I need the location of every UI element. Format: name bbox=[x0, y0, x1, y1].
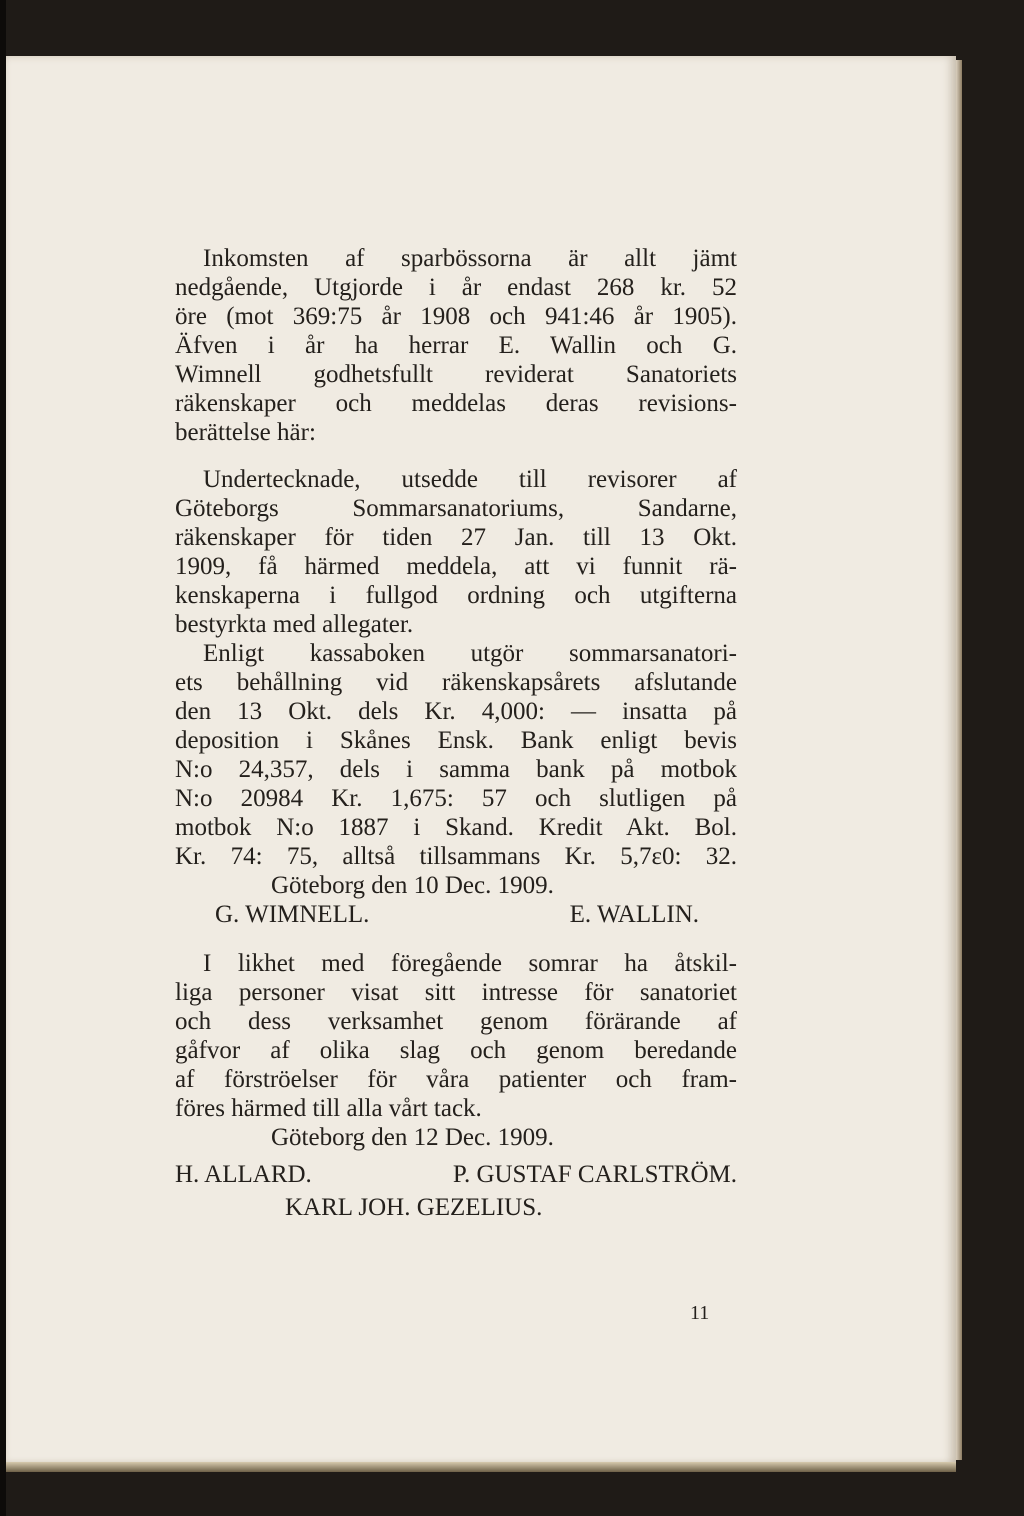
text-line: berättelse här: bbox=[175, 419, 316, 446]
signature-row bbox=[175, 900, 737, 931]
text-line: föres härmed till alla vårt tack. bbox=[175, 1095, 482, 1122]
text-line: 1909, få härmed meddela, att vi funnit rä- bbox=[175, 553, 737, 580]
text-line: gåfvor af olika slag och genom beredande bbox=[175, 1037, 737, 1064]
text-line: bestyrkta med allegater. bbox=[175, 611, 414, 638]
page-edge bbox=[956, 60, 962, 1460]
text-line: Enligt kassaboken utgör sommarsanatori- bbox=[203, 640, 737, 667]
signature-allard: H. ALLARD. bbox=[175, 1161, 312, 1188]
text-line: räkenskaper och meddelas deras revisions- bbox=[175, 390, 737, 417]
signature-wimnell: G. WIMNELL. bbox=[215, 901, 370, 928]
text-line: af förströelser för våra patienter och fram- bbox=[175, 1066, 737, 1093]
text-line: Kr. 74: 75, alltså tillsammans Kr. 5,7ɛ0: 32. bbox=[175, 843, 737, 870]
text-line: räkenskaper för tiden 27 Jan. till 13 Okt. bbox=[175, 524, 737, 551]
text-line: Undertecknade, utsedde till revisorer af bbox=[203, 466, 737, 493]
text-line: den 13 Okt. dels Kr. 4,000: — insatta på bbox=[175, 698, 737, 725]
page-number: 11 bbox=[690, 1302, 710, 1324]
text-line: Äfven i år ha herrar E. Wallin och G. bbox=[175, 332, 737, 359]
text-line: N:o 24,357, dels i samma bank på motbok bbox=[175, 756, 737, 783]
signature-carlstrom: P. GUSTAF CARLSTRÖM. bbox=[452, 1161, 737, 1188]
text-line: öre (mot 369:75 år 1908 och 941:46 år 1905). bbox=[175, 303, 737, 330]
text-line: motbok N:o 1887 i Skand. Kredit Akt. Bol. bbox=[175, 814, 737, 841]
text-line: deposition i Skånes Ensk. Bank enligt bevis bbox=[175, 727, 737, 754]
page-bottom-edge bbox=[6, 1462, 956, 1472]
paragraph-kassabok bbox=[175, 639, 737, 871]
paragraph-revision bbox=[175, 465, 737, 639]
text-line: Göteborgs Sommarsanatoriums, Sandarne, bbox=[175, 495, 737, 522]
text-line: Wimnell godhetsfullt reviderat Sanatoriets bbox=[175, 361, 737, 388]
date-line: Göteborg den 10 Dec. 1909. bbox=[271, 872, 554, 899]
text-line: ets behållning vid räkenskapsårets afslutande bbox=[175, 669, 737, 696]
page-text bbox=[175, 244, 737, 1222]
paragraph-sparbossor bbox=[175, 244, 737, 447]
text-line: N:o 20984 Kr. 1,675: 57 och slutligen på bbox=[175, 785, 737, 812]
text-line: och dess verksamhet genom förärande af bbox=[175, 1008, 737, 1035]
text-line: Inkomsten af sparbössorna är allt jämt bbox=[203, 245, 737, 272]
paragraph-tack bbox=[175, 949, 737, 1123]
signature-row bbox=[175, 1152, 737, 1191]
signature-gezelius: KARL JOH. GEZELIUS. bbox=[285, 1194, 543, 1221]
text-line: nedgående, Utgjorde i år endast 268 kr. 52 bbox=[175, 274, 737, 301]
text-line: I likhet med föregående somrar ha åtskil- bbox=[203, 950, 737, 977]
signature-wallin: E. WALLIN. bbox=[569, 901, 699, 928]
text-line: kenskaperna i fullgod ordning och utgifterna bbox=[175, 582, 737, 609]
date-line: Göteborg den 12 Dec. 1909. bbox=[271, 1124, 554, 1151]
text-line: liga personer visat sitt intresse för sanatoriet bbox=[175, 979, 737, 1006]
